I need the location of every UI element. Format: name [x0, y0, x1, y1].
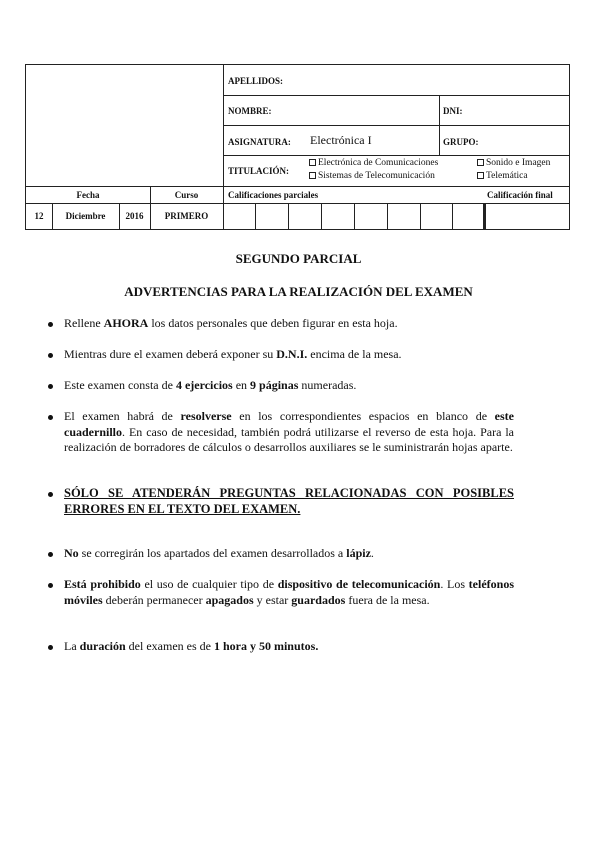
nombre-label: NOMBRE: — [228, 106, 272, 116]
option-sonido[interactable]: Sonido e Imagen — [477, 158, 550, 168]
page-title: SEGUNDO PARCIAL — [235, 251, 362, 266]
bullet-icon — [48, 645, 53, 650]
asignatura-value: Electrónica I — [310, 133, 372, 147]
checkbox-icon[interactable] — [477, 159, 484, 166]
asignatura-label: ASIGNATURA: — [228, 137, 291, 147]
list-item: No se corregirán los apartados del examen desarrollados a lápiz. — [48, 546, 514, 562]
fecha-label: Fecha — [76, 190, 100, 200]
exam-header-table — [25, 64, 570, 230]
bullet-icon — [48, 552, 53, 557]
list-item: La duración del examen es de 1 hora y 50 minutos. — [48, 639, 514, 655]
checkbox-icon[interactable] — [309, 172, 316, 179]
apellidos-label: APELLIDOS: — [228, 76, 284, 86]
checkbox-icon[interactable] — [477, 172, 484, 179]
bullet-icon — [48, 415, 53, 420]
bullet-icon — [48, 384, 53, 389]
bullet-icon — [48, 583, 53, 588]
curso-label: Curso — [174, 190, 199, 200]
list-item: Está prohibido el uso de cualquier tipo de dispositivo de telecomunicación. Los teléfonos móviles deberán permanecer apagados y estar guardados fuera de la mesa. — [48, 577, 514, 608]
date-year: 2016 — [125, 211, 144, 221]
titulacion-label: TITULACIÓN: — [228, 166, 290, 176]
date-day: 12 — [34, 211, 44, 221]
bullet-icon — [48, 492, 53, 497]
page-subtitle: ADVERTENCIAS PARA LA REALIZACIÓN DEL EXAMEN — [124, 284, 473, 299]
checkbox-icon[interactable] — [309, 159, 316, 166]
final-label: Calificación final — [487, 190, 553, 200]
list-item: Este examen consta de 4 ejercicios en 9 páginas numeradas. — [48, 378, 514, 394]
bullet-icon — [48, 322, 53, 327]
dni-label: DNI: — [443, 106, 463, 116]
date-month: Diciembre — [65, 211, 106, 221]
list-item: El examen habrá de resolverse en los correspondientes espacios en blanco de este cuadernillo. En caso de necesidad, también podrá utilizarse el reverso de esta hoja. Para la realización de borradores de cálculos o desarrollos auxiliares se le suministrarán hojas aparte. — [48, 409, 514, 456]
list-item: Mientras dure el examen deberá exponer su D.N.I. encima de la mesa. — [48, 347, 514, 363]
option-sistemas[interactable]: Sistemas de Telecomunicación — [309, 171, 435, 181]
curso-value: PRIMERO — [164, 211, 209, 221]
option-telematica[interactable]: Telemática — [477, 171, 528, 181]
grupo-label: GRUPO: — [443, 137, 479, 147]
list-item: SÓLO SE ATENDERÁN PREGUNTAS RELACIONADAS CON POSIBLES ERRORES EN EL TEXTO DEL EXAMEN. — [48, 486, 514, 517]
bullet-icon — [48, 353, 53, 358]
option-electronica[interactable]: Electrónica de Comunicaciones — [309, 158, 438, 168]
list-item: Rellene AHORA los datos personales que deben figurar en esta hoja. — [48, 316, 514, 332]
parciales-label: Calificaciones parciales — [228, 190, 319, 200]
